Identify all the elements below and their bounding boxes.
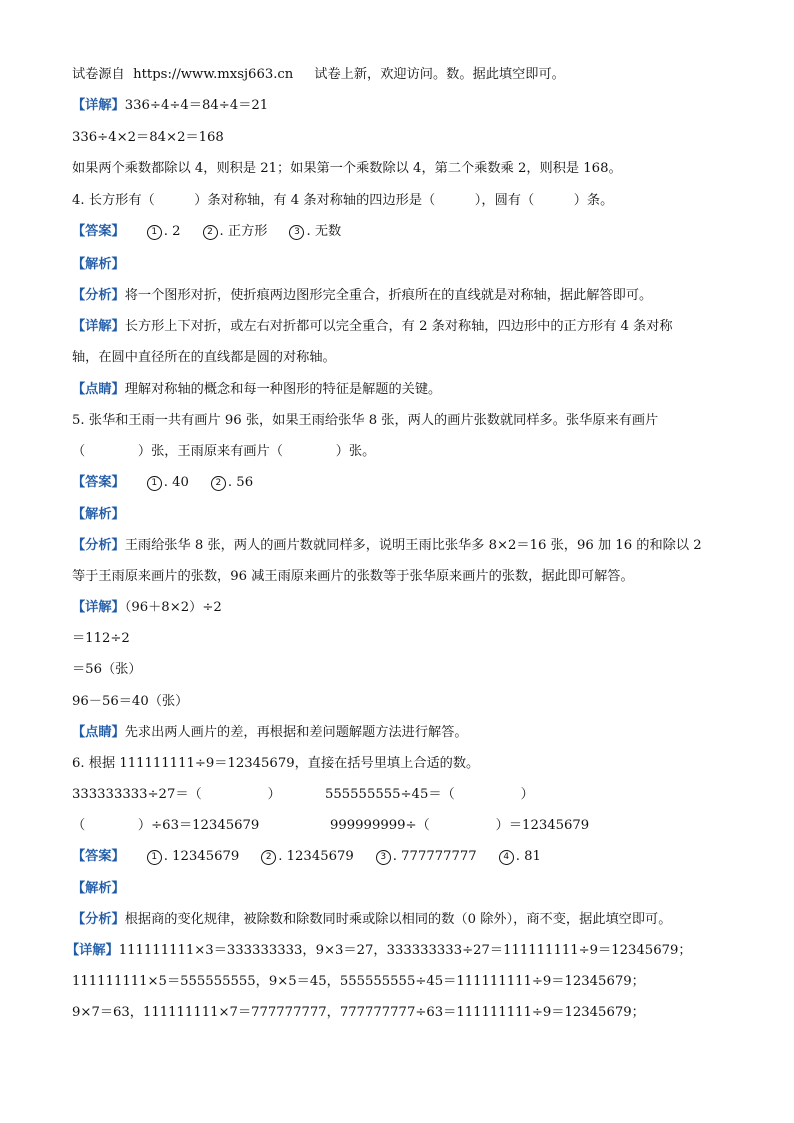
source-header xyxy=(72,66,565,84)
q6-blank-c: （ ）÷63＝12345679 xyxy=(72,818,260,833)
circled-number: 4 xyxy=(499,850,514,865)
circled-number: 2 xyxy=(211,476,226,491)
q6-row2 xyxy=(72,817,259,835)
q4-detail-line2: 轴，在圆中直径所在的直线都是圆的对称轴。 xyxy=(72,350,336,365)
detail-tag: 【详解】 xyxy=(66,943,119,958)
q5-detail-line1 xyxy=(72,599,222,617)
q4-detail-line1 xyxy=(72,318,673,336)
q5-question-line2: （ ）张，王雨原来有画片（ ）张。 xyxy=(72,444,376,459)
source-url[interactable]: https://www.mxsj663.cn xyxy=(133,67,294,82)
detail-tag: 【详解】 xyxy=(72,600,125,615)
answer-value: . 777777777 xyxy=(392,849,477,864)
point-text: 先求出两人画片的差，再根据和差问题解题方法进行解答。 xyxy=(124,725,468,740)
detail-text: 111111111×3＝333333333，9×3＝27，333333333÷27＝111111111÷9＝12345679； xyxy=(118,943,692,958)
q4-analysis xyxy=(72,287,652,305)
detail-text: 336÷4÷4＝84÷4＝21 xyxy=(124,98,269,113)
q3-detail-line1 xyxy=(72,97,268,115)
circled-number: 1 xyxy=(147,850,162,865)
detail-tag: 【详解】 xyxy=(72,319,125,334)
analysis-tag: 【分析】 xyxy=(72,912,125,927)
answer-value: . 56 xyxy=(227,475,254,490)
q6-row1 xyxy=(72,786,281,804)
answer-value: . 2 xyxy=(163,224,181,239)
answer-option xyxy=(499,848,541,866)
answer-option xyxy=(261,848,354,866)
analysis-tag: 【分析】 xyxy=(72,288,125,303)
q6-question: 6. 根据 111111111÷9＝12345679，直接在括号里填上合适的数。 xyxy=(72,756,480,771)
detail-text: （96＋8×2）÷2 xyxy=(124,600,222,615)
answer-option xyxy=(147,848,240,866)
q6-jiexi-tag: 【解析】 xyxy=(72,881,125,896)
q5-detail-line4: 96－56＝40（张） xyxy=(72,694,189,709)
q4-answer-row xyxy=(72,223,341,241)
q6-blank-d: 999999999÷（ ）＝12345679 xyxy=(330,818,590,833)
answer-tag: 【答案】 xyxy=(72,475,125,490)
answer-value: . 81 xyxy=(515,849,541,864)
q3-detail-line3: 如果两个乘数都除以 4，则积是 21；如果第一个乘数除以 4，第二个乘数乘 2，则积是 168。 xyxy=(72,161,622,176)
q5-analysis-line1 xyxy=(72,537,702,555)
answer-value: . 无数 xyxy=(306,224,342,239)
q5-detail-line2: ＝112÷2 xyxy=(72,631,130,646)
detail-tag: 【详解】 xyxy=(72,98,125,113)
q5-answer-row xyxy=(72,474,253,492)
q6-detail-line2: 111111111×5＝555555555，9×5＝45，555555555÷45＝111111111÷9＝12345679； xyxy=(72,974,645,989)
analysis-text: 王雨给张华 8 张，两人的画片数就同样多，说明王雨比张华多 8×2＝16 张，96 加 16 的和除以 2 xyxy=(124,538,702,553)
point-text: 理解对称轴的概念和每一种图形的特征是解题的关键。 xyxy=(124,382,442,397)
analysis-tag: 【分析】 xyxy=(72,538,125,553)
circled-number: 1 xyxy=(147,225,162,240)
circled-number: 3 xyxy=(376,850,391,865)
analysis-text: 根据商的变化规律，被除数和除数同时乘或除以相同的数（0 除外），商不变，据此填空即可。 xyxy=(124,912,672,927)
answer-option xyxy=(203,223,268,241)
q5-detail-line3: ＝56（张） xyxy=(72,662,142,677)
q4-question: 4. 长方形有（ ）条对称轴，有 4 条对称轴的四边形是（ ），圆有（ ）条。 xyxy=(72,193,614,208)
q5-analysis-line2: 等于王雨原来画片的张数，96 减王雨原来画片的张数等于张华原来画片的张数，据此即可解答。 xyxy=(72,569,634,584)
q6-analysis xyxy=(72,911,671,929)
q5-point xyxy=(72,724,468,742)
circled-number: 1 xyxy=(147,476,162,491)
point-tag: 【点睛】 xyxy=(72,382,125,397)
answer-tag: 【答案】 xyxy=(72,849,125,864)
source-prefix: 试卷源自 xyxy=(72,67,125,82)
circled-number: 3 xyxy=(289,225,304,240)
answer-option xyxy=(289,223,341,241)
q6-blank-a: 333333333÷27＝（ ） xyxy=(72,787,281,802)
circled-number: 2 xyxy=(203,225,218,240)
q5-jiexi-tag: 【解析】 xyxy=(72,507,125,522)
answer-value: . 12345679 xyxy=(163,849,240,864)
q6-detail-line3: 9×7＝63，111111111×7＝777777777，777777777÷63＝111111111÷9＝12345679； xyxy=(72,1005,645,1020)
answer-value: . 正方形 xyxy=(219,224,268,239)
q4-point xyxy=(72,381,441,399)
analysis-text: 将一个图形对折，使折痕两边图形完全重合，折痕所在的直线就是对称轴，据此解答即可。 xyxy=(124,288,653,303)
q5-question-line1: 5. 张华和王雨一共有画片 96 张，如果王雨给张华 8 张，两人的画片张数就同样多。张华原来有画片 xyxy=(72,413,659,428)
point-tag: 【点睛】 xyxy=(72,725,125,740)
q3-detail-line2: 336÷4×2＝84×2＝168 xyxy=(72,130,224,145)
answer-option xyxy=(147,474,189,492)
answer-value: . 12345679 xyxy=(278,849,354,864)
circled-number: 2 xyxy=(261,850,276,865)
q6-blank-b: 555555555÷45＝（ ） xyxy=(325,787,534,802)
answer-tag: 【答案】 xyxy=(72,224,125,239)
q6-answer-row xyxy=(72,848,541,866)
q4-jiexi-tag: 【解析】 xyxy=(72,257,125,272)
detail-text: 长方形上下对折，或左右对折都可以完全重合，有 2 条对称轴，四边形中的正方形有 4 条对称 xyxy=(124,319,673,334)
answer-value: . 40 xyxy=(163,475,189,490)
source-suffix: 试卷上新，欢迎访问。数。据此填空即可。 xyxy=(314,67,565,82)
answer-option xyxy=(376,848,477,866)
answer-option xyxy=(147,223,181,241)
answer-option xyxy=(211,474,253,492)
q6-detail-line1 xyxy=(66,942,692,960)
